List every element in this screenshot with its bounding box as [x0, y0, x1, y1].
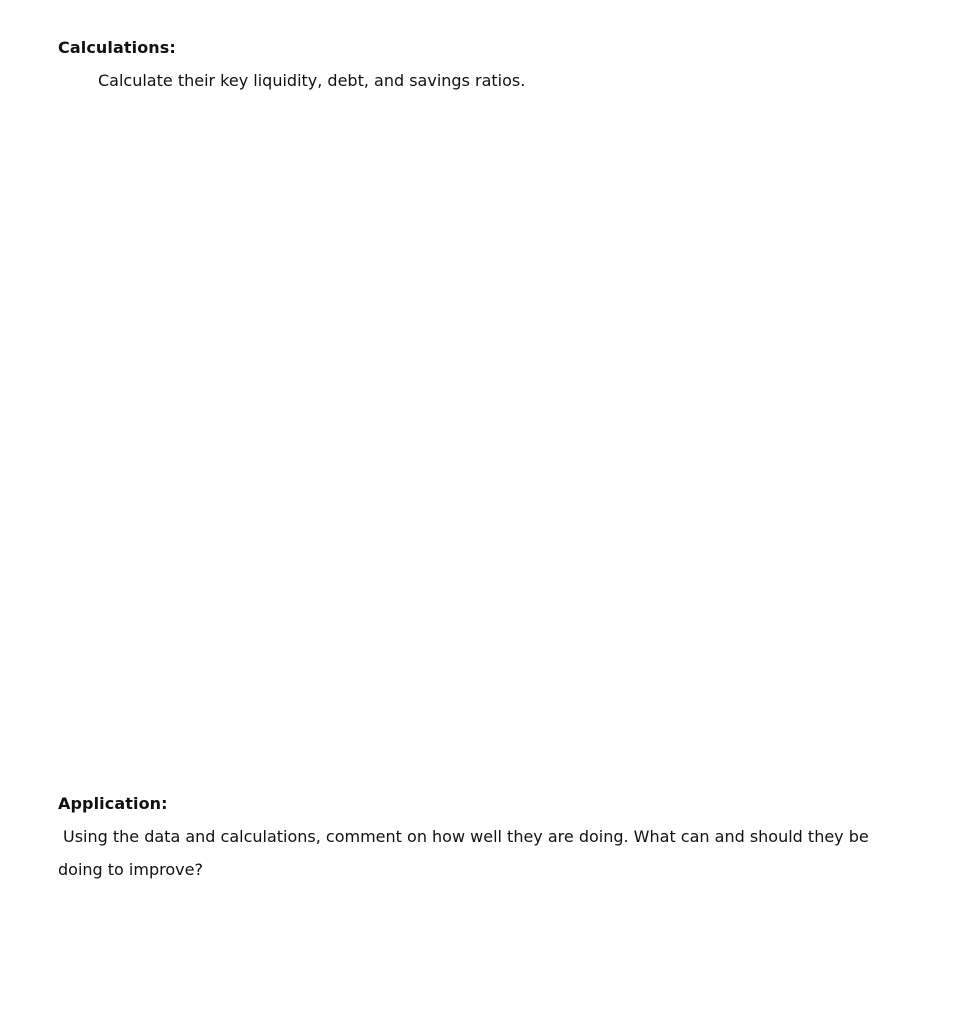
calculations-prompt: Calculate their key liquidity, debt, and savings ratios. [98, 71, 526, 90]
calculations-answer-space [58, 100, 898, 780]
application-answer-space [58, 890, 898, 1010]
application-prompt-line-1: Using the data and calculations, comment on how well they are doing. What can and should they be [63, 827, 869, 846]
application-prompt-line-2: doing to improve? [58, 860, 203, 879]
calculations-heading: Calculations: [58, 38, 176, 57]
application-prompt [58, 820, 918, 886]
application-heading: Application: [58, 794, 168, 813]
